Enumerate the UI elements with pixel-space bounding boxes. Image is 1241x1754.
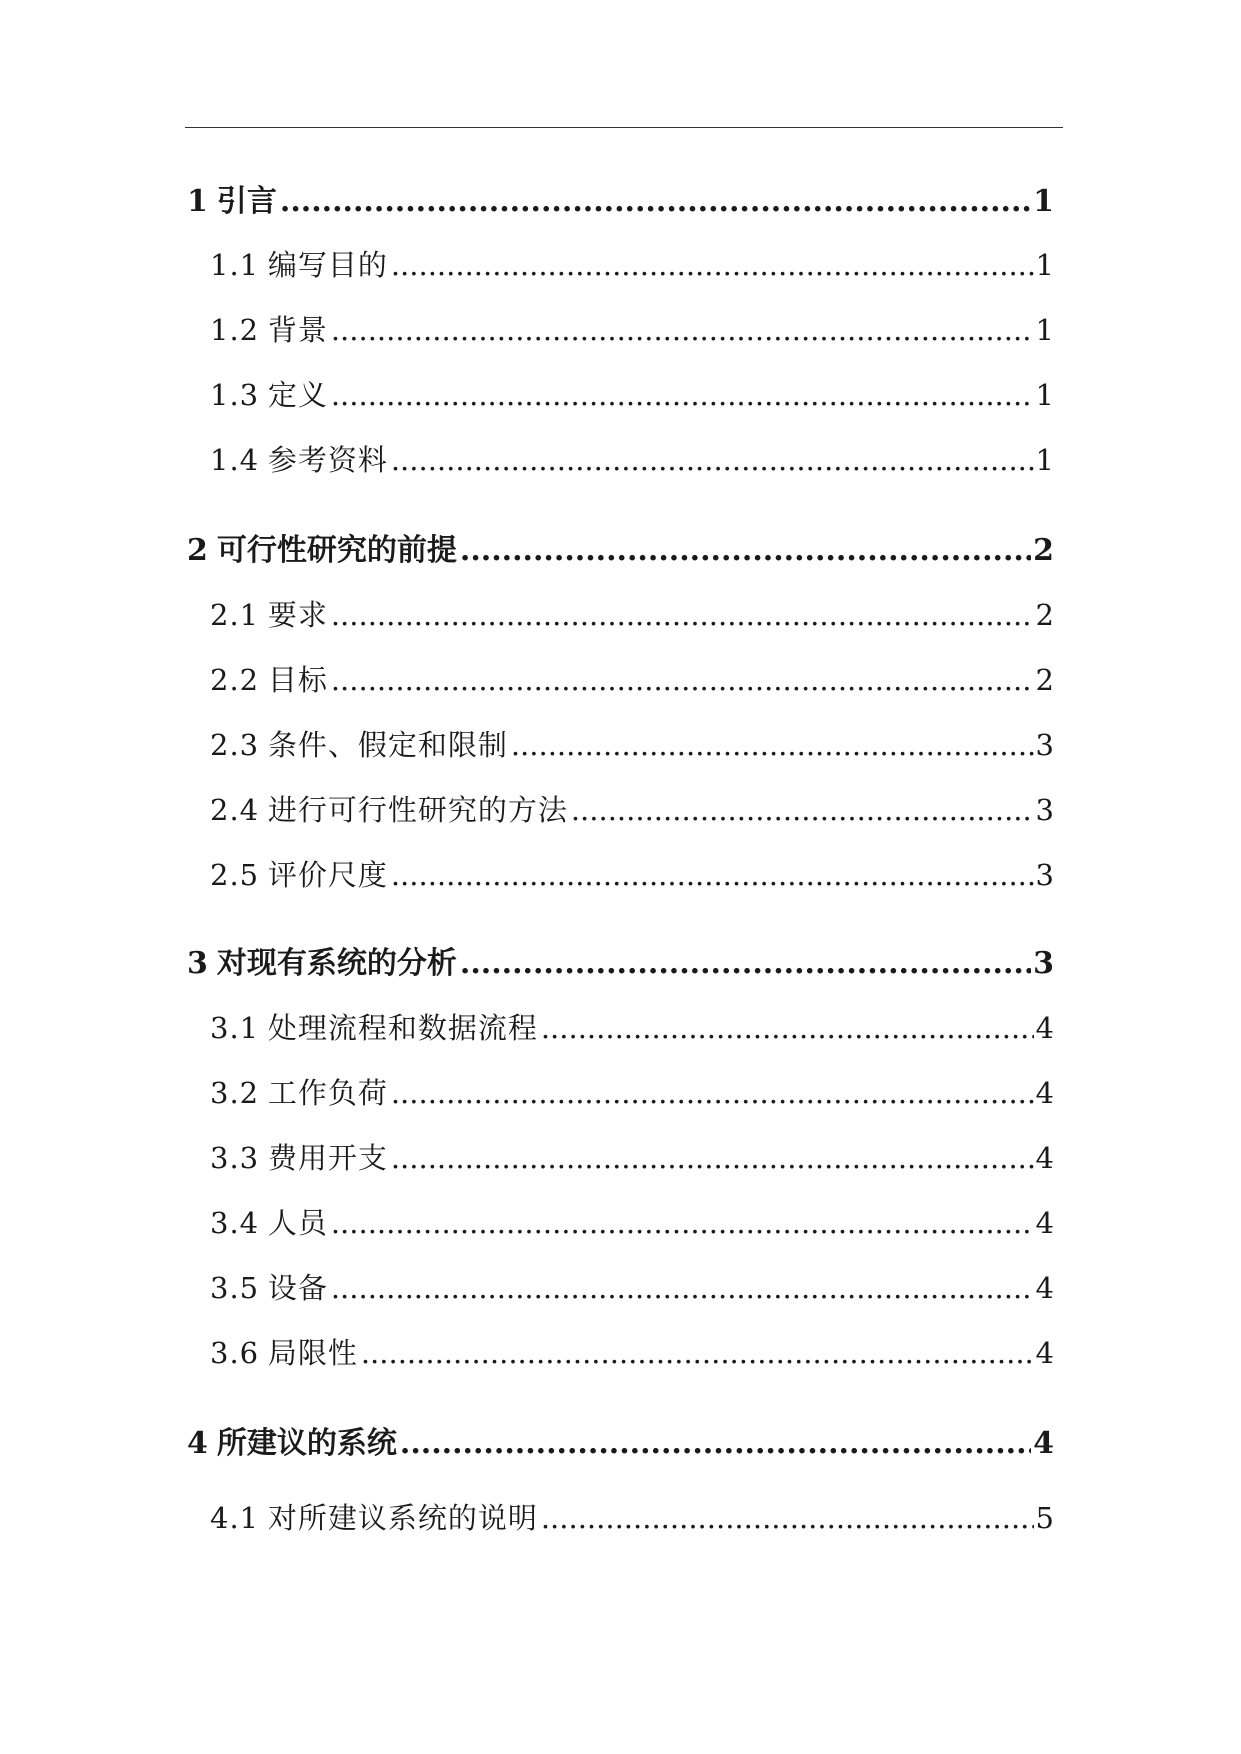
- toc-entry-3-1[interactable]: [210, 1006, 1054, 1047]
- toc-number: 3.4: [210, 1206, 260, 1240]
- toc-entry-2-2[interactable]: [210, 658, 1054, 699]
- dot-leader: [391, 1076, 1034, 1110]
- toc-page-number: 2: [1033, 533, 1054, 568]
- dot-leader: [571, 793, 1034, 827]
- toc-page-number: 4: [1035, 1011, 1054, 1045]
- dot-leader: [331, 1206, 1034, 1240]
- toc-title: 定义: [267, 378, 328, 412]
- dot-leader: [331, 378, 1034, 412]
- dot-leader: [541, 1501, 1034, 1535]
- toc-entry-3-4[interactable]: [210, 1201, 1054, 1242]
- toc-number: 2.4: [210, 793, 260, 827]
- toc-page-number: 4: [1035, 1206, 1054, 1240]
- toc-title: 要求: [267, 598, 328, 632]
- toc-title: 所建议的系统: [216, 1426, 397, 1461]
- dot-leader: [280, 184, 1031, 219]
- toc-entry-2-1[interactable]: [210, 593, 1054, 634]
- dot-leader: [391, 858, 1034, 892]
- toc-title: 编写目的: [267, 248, 388, 282]
- toc-page-number: 1: [1035, 443, 1054, 477]
- toc-page-number: 1: [1035, 378, 1054, 412]
- dot-leader: [391, 443, 1034, 477]
- toc-page-number: 3: [1035, 858, 1054, 892]
- toc-number: 2.3: [210, 728, 260, 762]
- toc-entry-3-6[interactable]: [210, 1331, 1054, 1372]
- toc-entry-1-4[interactable]: [210, 438, 1054, 479]
- dot-leader: [460, 946, 1031, 981]
- toc-page-number: 4: [1035, 1141, 1054, 1175]
- toc-page-number: 4: [1033, 1426, 1054, 1461]
- toc-page-number: 4: [1035, 1076, 1054, 1110]
- toc-number: 3.3: [210, 1141, 260, 1175]
- dot-leader: [361, 1336, 1034, 1370]
- toc-number: 3.1: [210, 1011, 260, 1045]
- dot-leader: [460, 533, 1031, 568]
- toc-entry-2-4[interactable]: [210, 788, 1054, 829]
- toc-number: 2.2: [210, 663, 260, 697]
- toc-number: 2.5: [210, 858, 260, 892]
- toc-number: 1.3: [210, 378, 260, 412]
- toc-entry-1-1[interactable]: [210, 243, 1054, 284]
- dot-leader: [331, 1271, 1034, 1305]
- toc-page-number: 3: [1035, 793, 1054, 827]
- toc-title: 工作负荷: [267, 1076, 388, 1110]
- toc-number: 4: [187, 1426, 208, 1461]
- toc-title: 设备: [267, 1271, 328, 1305]
- toc-title: 条件、假定和限制: [267, 728, 508, 762]
- toc-title: 局限性: [267, 1336, 358, 1370]
- dot-leader: [511, 728, 1034, 762]
- toc-page-number: 1: [1035, 248, 1054, 282]
- dot-leader: [331, 663, 1034, 697]
- toc-number: 3.6: [210, 1336, 260, 1370]
- toc-title: 进行可行性研究的方法: [267, 793, 568, 827]
- toc-entry-2-3[interactable]: [210, 723, 1054, 764]
- dot-leader: [331, 313, 1034, 347]
- toc-number: 1: [187, 184, 208, 219]
- toc-title: 处理流程和数据流程: [267, 1011, 538, 1045]
- toc-entry-2[interactable]: [187, 525, 1054, 569]
- toc-page-number: 1: [1033, 184, 1054, 219]
- toc-title: 对所建议系统的说明: [267, 1501, 538, 1535]
- toc-number: 1.4: [210, 443, 260, 477]
- toc-title: 背景: [267, 313, 328, 347]
- toc-entry-1[interactable]: [187, 176, 1054, 220]
- toc-page-number: 5: [1035, 1501, 1054, 1535]
- toc-page-number: 2: [1035, 598, 1054, 632]
- toc-entry-2-5[interactable]: [210, 853, 1054, 894]
- toc-number: 2: [187, 533, 208, 568]
- toc-title: 人员: [267, 1206, 328, 1240]
- dot-leader: [331, 598, 1034, 632]
- toc-number: 2.1: [210, 598, 260, 632]
- toc-entry-3-3[interactable]: [210, 1136, 1054, 1177]
- toc-page-number: 1: [1035, 313, 1054, 347]
- toc-entry-1-3[interactable]: [210, 373, 1054, 414]
- toc-title: 评价尺度: [267, 858, 388, 892]
- toc-entry-3[interactable]: [187, 938, 1054, 982]
- toc-entry-3-5[interactable]: [210, 1266, 1054, 1307]
- toc-page-number: 4: [1035, 1336, 1054, 1370]
- toc-number: 3.2: [210, 1076, 260, 1110]
- toc-page-number: 3: [1033, 946, 1054, 981]
- dot-leader: [391, 248, 1034, 282]
- toc-page-number: 3: [1035, 728, 1054, 762]
- toc-title: 引言: [216, 184, 277, 219]
- toc-title: 目标: [267, 663, 328, 697]
- dot-leader: [391, 1141, 1034, 1175]
- toc-page-number: 2: [1035, 663, 1054, 697]
- toc-title: 费用开支: [267, 1141, 388, 1175]
- toc-entry-1-2[interactable]: [210, 308, 1054, 349]
- dot-leader: [400, 1426, 1031, 1461]
- toc-number: 1.1: [210, 248, 260, 282]
- toc-entry-4[interactable]: [187, 1418, 1054, 1462]
- toc-page-number: 4: [1035, 1271, 1054, 1305]
- toc-title: 参考资料: [267, 443, 388, 477]
- toc-number: 3.5: [210, 1271, 260, 1305]
- toc-number: 3: [187, 946, 208, 981]
- toc-title: 可行性研究的前提: [216, 533, 457, 568]
- toc-number: 4.1: [210, 1501, 260, 1535]
- dot-leader: [541, 1011, 1034, 1045]
- toc-title: 对现有系统的分析: [216, 946, 457, 981]
- toc-entry-3-2[interactable]: [210, 1071, 1054, 1112]
- toc-number: 1.2: [210, 313, 260, 347]
- toc-entry-4-1[interactable]: [210, 1496, 1054, 1537]
